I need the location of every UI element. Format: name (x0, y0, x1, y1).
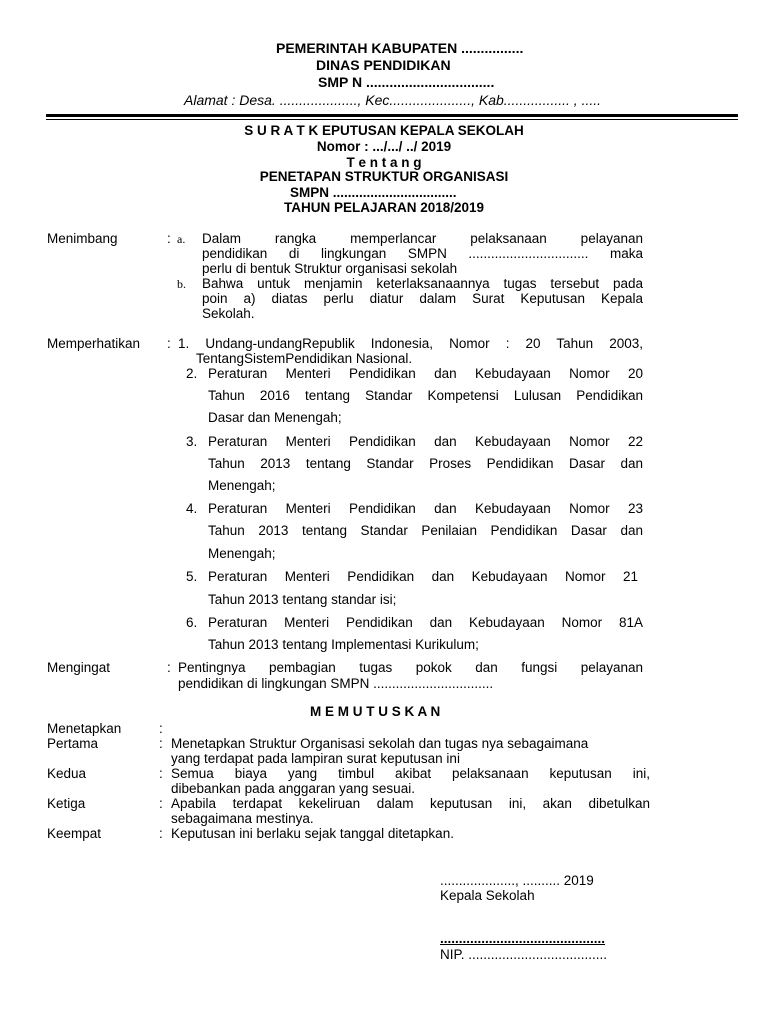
header-department: DINAS PENDIDIKAN (316, 57, 451, 73)
decree-school: SMPN ................................. (290, 185, 457, 200)
header-school: SMP N ................................. (318, 74, 495, 90)
memperhatikan-item-6-line1: Peraturan Menteri Pendidikan dan Kebudayaan Nomor 81A (208, 615, 643, 630)
keempat-label: Keempat (47, 826, 102, 841)
keempat-colon: : (159, 826, 163, 841)
memperhatikan-item-1-line2: TentangSistemPendidikan Nasional. (196, 351, 413, 366)
menimbang-b-marker: b. (177, 277, 186, 291)
memperhatikan-item-6-line2: Tahun 2013 tentang Implementasi Kurikulum; (208, 637, 479, 652)
memperhatikan-colon: : (167, 336, 171, 351)
menimbang-b-line3: Sekolah. (202, 306, 255, 321)
letterhead-rule-thin (46, 119, 738, 120)
decree-title: S U R A T K EPUTUSAN KEPALA SEKOLAH (244, 123, 524, 138)
signature-date: ...................., .......... 2019 (440, 873, 594, 888)
menimbang-b-line2: poin a) diatas perlu diatur dalam Surat Keputusan Kepala (202, 291, 643, 306)
decree-tentang: T e n t a n g (346, 155, 422, 170)
header-government: PEMERINTAH KABUPATEN ................ (276, 40, 524, 56)
memperhatikan-item-1-line1: 1. Undang-undangRepublik Indonesia, Nomor : 20 Tahun 2003, (178, 336, 643, 351)
memperhatikan-item-5-line2: Tahun 2013 tentang standar isi; (208, 592, 397, 607)
kedua-label: Kedua (47, 766, 87, 781)
ketiga-colon: : (159, 796, 163, 811)
memperhatikan-item-6-number: 6. (186, 615, 198, 630)
signature-role: Kepala Sekolah (440, 888, 535, 903)
ketiga-label: Ketiga (47, 796, 86, 811)
memperhatikan-item-2-number: 2. (186, 366, 198, 381)
menimbang-a-line1: Dalam rangka memperlancar pelaksanaan pelayanan (202, 231, 643, 246)
mengingat-line2: pendidikan di lingkungan SMPN ................................ (178, 676, 494, 691)
decree-subject: PENETAPAN STRUKTUR ORGANISASI (259, 169, 509, 184)
menimbang-label: Menimbang (47, 231, 118, 246)
ketiga-line2: sebagaimana mestinya. (171, 811, 314, 826)
pertama-colon: : (159, 736, 163, 751)
mengingat-label: Mengingat (47, 660, 111, 675)
memperhatikan-item-4-number: 4. (186, 501, 198, 516)
header-address: Alamat : Desa. ...................., Kec....................., Kab................. , ..... (184, 92, 602, 108)
memperhatikan-item-2-line2: Tahun 2016 tentang Standar Kompetensi Lulusan Pendidikan (208, 388, 643, 403)
kedua-colon: : (159, 766, 163, 781)
memperhatikan-item-3-number: 3. (186, 434, 198, 449)
ketiga-line1: Apabila terdapat kekeliruan dalam keputusan ini, akan dibetulkan (171, 796, 650, 811)
menimbang-colon: : (167, 231, 171, 246)
menimbang-a-marker: a. (177, 232, 186, 246)
memperhatikan-item-4-line3: Menengah; (208, 546, 276, 561)
letterhead-rule-thick (46, 114, 738, 117)
memperhatikan-item-2-line1: Peraturan Menteri Pendidikan dan Kebudayaan Nomor 20 (208, 366, 643, 381)
memperhatikan-item-5-line1: Peraturan Menteri Pendidikan dan Kebudayaan Nomor 21 (208, 569, 638, 584)
menimbang-a-line2: pendidikan di lingkungan SMPN ................................ maka (202, 246, 643, 261)
kedua-line2: dibebankan pada anggaran yang sesuai. (171, 781, 415, 796)
mengingat-colon: : (167, 660, 171, 675)
mengingat-line1: Pentingnya pembagian tugas pokok dan fungsi pelayanan (178, 660, 643, 675)
menetapkan-label: Menetapkan (47, 721, 122, 736)
keempat-line1: Keputusan ini berlaku sejak tanggal ditetapkan. (171, 826, 454, 841)
memutuskan-heading: M E M U T U S K A N (310, 704, 441, 719)
menimbang-b-line1: Bahwa untuk menjamin keterlaksanaannya tugas tersebut pada (202, 276, 643, 291)
memperhatikan-item-3-line3: Menengah; (208, 478, 276, 493)
menimbang-a-line3: perlu di bentuk Struktur organisasi sekolah (202, 261, 458, 276)
memperhatikan-item-3-line1: Peraturan Menteri Pendidikan dan Kebudayaan Nomor 22 (208, 434, 643, 449)
pertama-label: Pertama (47, 736, 99, 751)
memperhatikan-item-4-line2: Tahun 2013 tentang Standar Penilaian Pendidikan Dasar dan (208, 523, 643, 538)
kedua-line1: Semua biaya yang timbul akibat pelaksanaan keputusan ini, (171, 766, 650, 781)
signature-nip: NIP. ..................................... (440, 947, 608, 962)
signature-name: ............................................ (440, 931, 606, 946)
menetapkan-colon: : (159, 721, 163, 736)
memperhatikan-item-4-line1: Peraturan Menteri Pendidikan dan Kebudayaan Nomor 23 (208, 501, 643, 516)
decree-number: Nomor : .../.../ ../ 2019 (316, 139, 452, 154)
memperhatikan-item-5-number: 5. (186, 569, 198, 584)
pertama-line1: Menetapkan Struktur Organisasi sekolah dan tugas nya sebagaimana (171, 736, 589, 751)
decree-year: TAHUN PELAJARAN 2018/2019 (283, 200, 485, 215)
pertama-line2: yang terdapat pada lampiran surat keputusan ini (171, 751, 460, 766)
memperhatikan-item-2-line3: Dasar dan Menengah; (208, 410, 342, 425)
memperhatikan-label: Memperhatikan (47, 336, 141, 351)
memperhatikan-item-3-line2: Tahun 2013 tentang Standar Proses Pendidikan Dasar dan (208, 456, 643, 471)
